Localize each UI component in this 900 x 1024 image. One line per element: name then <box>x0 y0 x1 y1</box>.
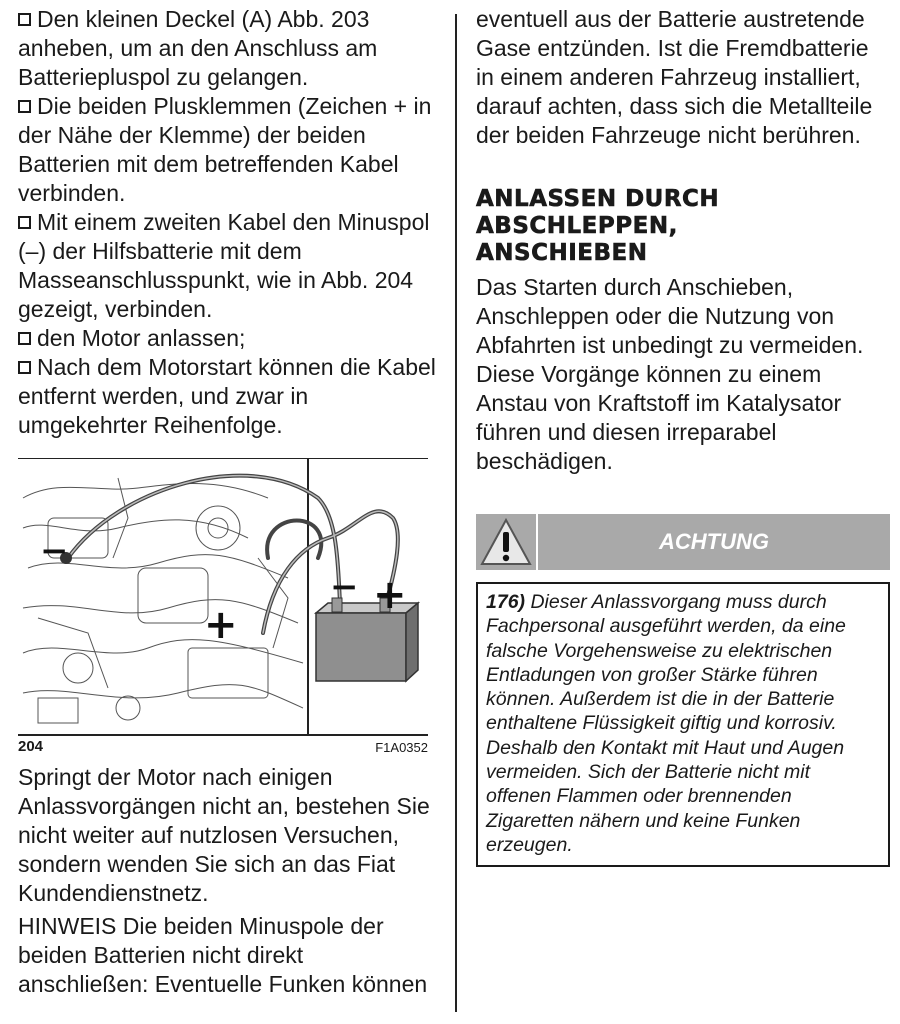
right-column <box>476 0 890 867</box>
step-item <box>18 208 438 324</box>
engine-plus-mark: + <box>204 602 238 648</box>
step-text: den Motor anlassen; <box>37 325 246 351</box>
hinweis-paragraph: HINWEIS Die beiden Minuspole der beiden Batterien nicht direkt anschließen: Eventuelle Funken können <box>18 913 428 997</box>
instruction-steps <box>18 0 438 440</box>
battery-plus-mark: + <box>373 572 407 618</box>
left-column <box>18 0 438 999</box>
jump-start-illustration <box>18 458 428 736</box>
section-heading <box>476 186 890 267</box>
step-item <box>18 324 438 353</box>
continued-paragraph: eventuell aus der Batterie austretende Gase entzünden. Ist die Fremdbatterie in einem anderen Fahrzeug installiert, darauf achten, dass sich die Metallteile der beiden Fahrzeuge nicht berühren. <box>476 6 873 148</box>
warning-title: ACHTUNG <box>659 529 769 554</box>
after-figure-paragraph: Springt der Motor nach einigen Anlassvorgängen nicht an, bestehen Sie nicht weiter auf nutzlosen Versuchen, sondern wenden Sie sich an das Fiat Kundendienstnetz. <box>18 764 430 906</box>
step-text: Die beiden Plusklemmen (Zeichen + in der Nähe der Klemme) der beiden Batterien mit dem betreffenden Kabel verbinden. <box>18 93 432 206</box>
step-text: Nach dem Motorstart können die Kabel entfernt werden, und zwar in umgekehrter Reihenfolge. <box>18 354 436 438</box>
checkbox-bullet-icon <box>18 332 31 345</box>
step-item <box>18 92 438 208</box>
warning-triangle-icon <box>480 517 532 567</box>
figure-code: F1A0352 <box>375 740 428 755</box>
step-text: Den kleinen Deckel (A) Abb. 203 anheben, um an den Anschluss am Batteriepluspol zu gelangen. <box>18 6 378 90</box>
step-text: Mit einem zweiten Kabel den Minuspol (–) der Hilfsbatterie mit dem Masseanschlusspunkt, wie in Abb. 204 gezeigt, verbinden. <box>18 209 430 322</box>
checkbox-bullet-icon <box>18 216 31 229</box>
step-item <box>18 353 438 440</box>
checkbox-bullet-icon <box>18 361 31 374</box>
warning-header <box>476 514 890 570</box>
section-heading-line: ANSCHIEBEN <box>476 240 648 266</box>
warning-number: 176) <box>486 591 531 613</box>
checkbox-bullet-icon <box>18 100 31 113</box>
ground-minus-mark: − <box>40 531 69 571</box>
battery-minus-mark: − <box>330 567 359 607</box>
checkbox-bullet-icon <box>18 13 31 26</box>
section-heading-line: ABSCHLEPPEN, <box>476 213 678 239</box>
figure-204 <box>18 458 428 755</box>
figure-number: 204 <box>18 738 44 755</box>
step-item <box>18 5 438 92</box>
engine-bay-drawing <box>23 478 303 723</box>
figure-caption <box>18 738 428 755</box>
warning-text: Dieser Anlassvorgang muss durch Fachpersonal ausgeführt werden, da eine falsche Vorgehensweise zu elektrischen Entladungen von großer Stärke führen können. Außerdem ist die in der Batterie enthaltene Flüssigkeit giftig und korrosiv. Deshalb den Kontakt mit Haut und Augen vermeiden. Sich der Batterie nicht mit offenen Flammen oder brennenden Zigaretten nähern und keine Funken erzeugen. <box>486 591 846 856</box>
column-divider <box>455 14 457 1012</box>
section-body: Das Starten durch Anschieben, Anschleppen oder die Nutzung von Abfahrten ist unbedingt zu vermeiden. Diese Vorgänge können zu einem Anstau von Kraftstoff im Katalysator führen und diesen irreparabel beschädigen. <box>476 274 864 474</box>
warning-box <box>476 582 890 867</box>
section-heading-line: ANLASSEN DURCH <box>476 186 720 212</box>
